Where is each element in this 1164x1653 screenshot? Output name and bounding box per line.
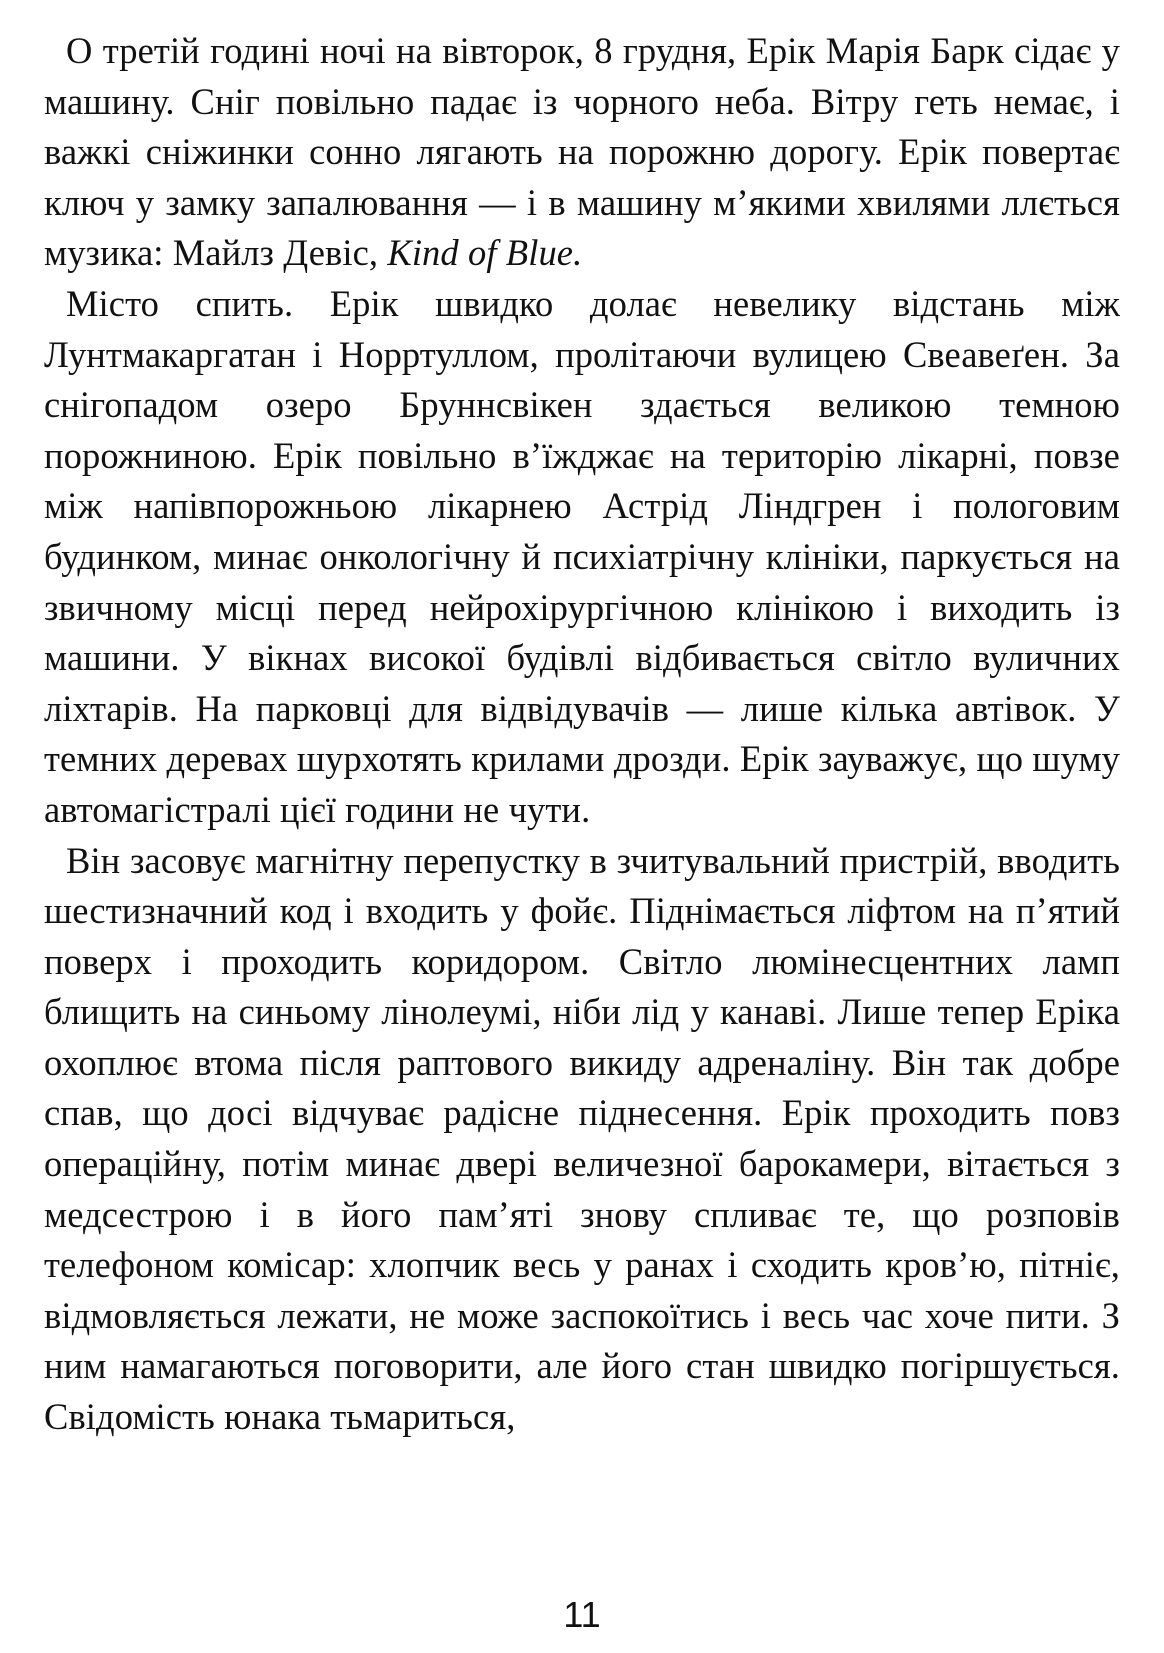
body-text [44, 26, 1120, 1443]
paragraph-2-text: Місто спить. Ерік швидко долає невелику відстань між Лунтмакаргатан і Норртуллом, пролітаючи вулицею Свеавеґен. За снігопадом озеро Бруннсвікен здається великою темною порожниною. Ерік повільно в’їжджає на територію лікарні, повзе між напівпорожньою лікарнею Астрід Ліндгрен і пологовим будинком, минає онкологічну й психіатрічну клініки, паркується на звичному місці перед нейрохірургічною клінікою і виходить із машини. У вікнах високої будівлі відбивається світло вуличних ліхтарів. На парковці для відвідувачів — лише кілька автівок. У темних деревах шурхотять крилами дрозди. Ерік зауважує, що шуму автомагістралі цієї години не чути. [44, 282, 1120, 830]
paragraph-1 [44, 26, 1120, 279]
paragraph-2 [44, 279, 1120, 836]
paragraph-3-text: Він засовує магнітну перепустку в зчитувальний пристрій, вводить шестизначний код і входить у фойє. Піднімається ліфтом на п’ятий поверх і проходить коридором. Світло люмінесцентних ламп блищить на синьому лінолеумі, ніби лід у канаві. Лише тепер Еріка охоплює втома після раптового викиду адреналіну. Він так добре спав, що досі відчуває радісне піднесення. Ерік проходить повз операційну, потім минає двері величезної барокамери, вітається з медсестрою і в його пам’яті знову спливає те, що розповів телефоном комісар: хлопчик весь у ранах і сходить кров’ю, пітніє, відмовляється лежати, не може заспокоїтись і весь час хоче пити. З ним намагаються поговорити, але його стан швидко погіршується. Свідомість юнака тьмариться, [44, 839, 1120, 1438]
paragraph-1-text: О третій годині ночі на вівторок, 8 грудня, Ерік Марія Барк сідає у машину. Сніг повільно падає із чорного неба. Вітру геть немає, і важкі сніжинки сонно лягають на порожню дорогу. Ерік повертає ключ у замку запалювання — і в машину м’якими хвилями ллється музика: Майлз Девіс, [44, 30, 1120, 274]
album-title: Kind of Blue. [387, 232, 583, 274]
page-number: 11 [563, 1594, 601, 1635]
paragraph-3 [44, 836, 1120, 1443]
